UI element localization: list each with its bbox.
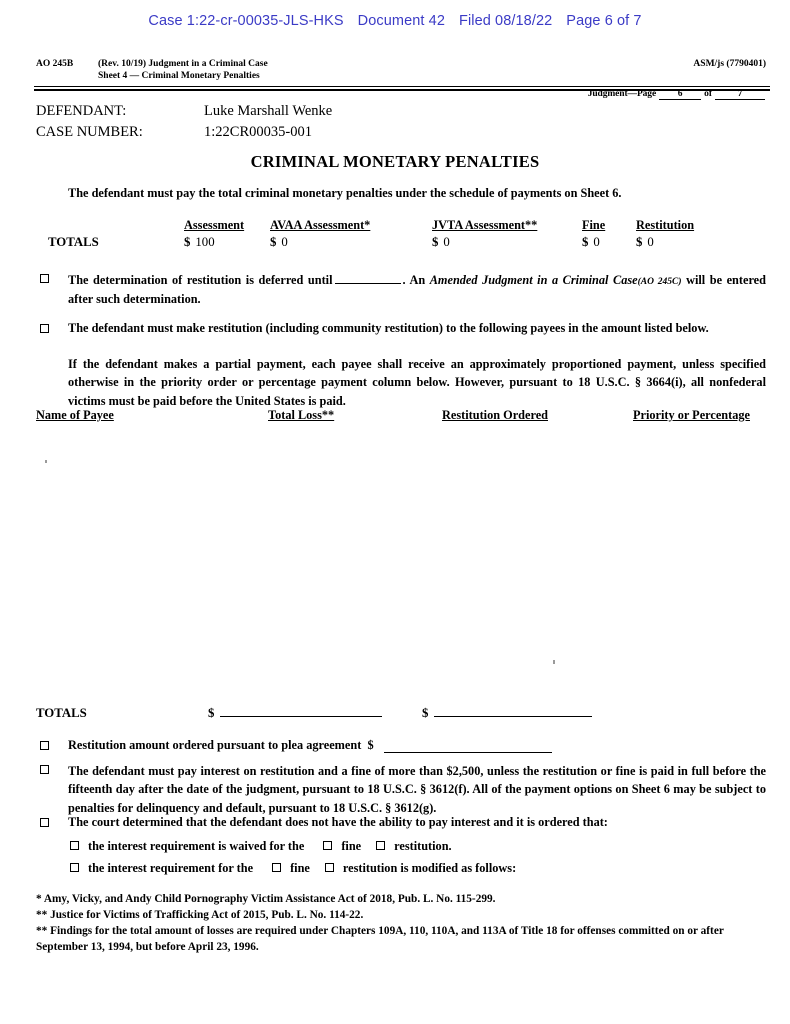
deferred-text-before: The determination of restitution is deferred until: [68, 273, 333, 287]
judgment-page-indicator: [588, 89, 768, 100]
deferred-text-after: will be entered after such determination.: [68, 273, 766, 306]
value-assessment: [184, 235, 215, 250]
payee-col-restitution-ordered: Restitution Ordered: [442, 408, 548, 422]
amount-assessment: 100: [195, 235, 215, 249]
judgment-page-label: Judgment—Page: [587, 89, 657, 99]
modified-fine-label: fine: [290, 861, 310, 875]
col-header-restitution: Restitution: [636, 218, 695, 232]
value-jvta-assessment: [432, 235, 450, 250]
checkbox-waived-restitution[interactable]: [376, 841, 385, 850]
dollar-sign-avaa: $: [270, 235, 277, 249]
payee-total-loss-blank[interactable]: [220, 716, 382, 717]
deferred-restitution-row: [40, 271, 766, 308]
scan-artifact-left: [45, 460, 47, 463]
intro-paragraph: The defendant must pay the total criminal monetary penalties under the schedule of payments on Sheet 6.: [68, 186, 622, 200]
checkbox-interest-waived[interactable]: [70, 841, 79, 850]
payee-col-priority: Priority or Percentage: [633, 408, 750, 422]
plea-agreement-amount-blank[interactable]: [384, 752, 552, 753]
payee-table-header: [36, 408, 770, 424]
deferred-text-mid: . An: [402, 273, 426, 287]
interest-waived-row: [70, 839, 457, 854]
plea-agreement-label: Restitution amount ordered pursuant to plea agreement: [68, 738, 362, 752]
modified-restitution-label: restitution is modified as follows:: [342, 861, 517, 875]
payee-totals-ordered-cell: [422, 706, 592, 721]
deferred-form-code: (AO 245C): [637, 277, 682, 287]
ecf-filing-stamp: [0, 13, 790, 29]
deferred-restitution-text: [68, 271, 766, 308]
footnote-jvta: ** Justice for Victims of Trafficking Act of 2015, Pub. L. No. 114-22.: [36, 909, 364, 922]
amount-avaa: 0: [281, 235, 288, 249]
dollar-sign-fine: $: [582, 235, 589, 249]
checkbox-restitution-payees[interactable]: [40, 324, 49, 333]
checkbox-court-determination[interactable]: [40, 818, 49, 827]
totals-row-label: TOTALS: [48, 235, 99, 249]
dollar-sign-restitution: $: [636, 235, 643, 249]
interest-payment-row: [40, 762, 766, 817]
judgment-page-of-label: of: [704, 89, 712, 99]
amount-fine: 0: [593, 235, 600, 249]
payee-totals-label: TOTALS: [36, 706, 87, 720]
col-header-assessment: Assessment: [184, 218, 245, 232]
deferred-italic-title: Amended Judgment in a Criminal Case: [429, 273, 638, 287]
restitution-payees-row: [40, 321, 766, 336]
plea-agreement-row: [40, 738, 766, 753]
plea-agreement-text: [68, 738, 766, 753]
footnotes: [36, 891, 766, 956]
interest-payment-text: The defendant must pay interest on restitution and a fine of more than $2,500, unless the restitution or fine is paid in full before the fifteenth day after the date of the judgment, pursuant to 18 U.S.C. § 3612(f). All of the payment options on Sheet 6 may be subject to penalties for delinquency and default, pursuant to 18 U.S.C. § 3612(g).: [68, 764, 766, 815]
footnote-avaa: * Amy, Vicky, and Andy Child Pornography Victim Assistance Act of 2018, Pub. L. No. 115-299.: [36, 893, 496, 905]
checkbox-interest-payment[interactable]: [40, 765, 49, 774]
value-restitution: [636, 235, 654, 250]
ecf-document-number: Document 42: [357, 13, 445, 29]
dollar-sign-total-ordered: $: [422, 706, 429, 720]
case-number-value: 1:22CR00035-001: [204, 124, 312, 140]
value-avaa-assessment: [270, 235, 288, 250]
restitution-payees-text: The defendant must make restitution (including community restitution) to the following payees in the amount listed below.: [68, 321, 709, 335]
interest-modified-label: the interest requirement for the: [88, 861, 254, 875]
footnote-total-loss: ** Findings for the total amount of losses are required under Chapters 109A, 110, 110A, and 113A of Title 18 for offenses committed on or after September 13, 1994, but before April 23, 1996.: [36, 925, 724, 954]
deferred-date-blank[interactable]: [335, 283, 401, 284]
col-header-fine: Fine: [582, 218, 606, 232]
dollar-sign-plea: $: [367, 738, 374, 752]
interest-modified-row: [70, 861, 521, 876]
partial-payment-paragraph: If the defendant makes a partial payment, each payee shall receive an approximately proportioned payment, unless specified otherwise in the priority order or percentage payment column below. However, pursuant to 18 U.S.C. § 3664(i), all nonfederal victims must be paid before the United States is paid.: [68, 357, 766, 408]
form-revision-line: (Rev. 10/19) Judgment in a Criminal Case: [98, 59, 268, 69]
ecf-filed-date: Filed 08/18/22: [458, 13, 553, 29]
form-code: AO 245B: [36, 59, 74, 69]
waived-fine-label: fine: [341, 839, 362, 853]
payee-total-ordered-blank[interactable]: [434, 716, 592, 717]
amount-jvta: 0: [443, 235, 450, 249]
form-sheet-line: Sheet 4 — Criminal Monetary Penalties: [98, 71, 260, 82]
defendant-name-value: Luke Marshall Wenke: [204, 103, 333, 119]
totals-header-row: [36, 218, 770, 235]
checkbox-deferred-restitution[interactable]: [40, 274, 49, 283]
payee-totals-row: [36, 706, 770, 726]
totals-value-row: [36, 235, 770, 254]
dollar-sign-assessment: $: [184, 235, 191, 249]
checkbox-modified-fine[interactable]: [272, 863, 281, 872]
dollar-sign-jvta: $: [432, 235, 439, 249]
amount-restitution: 0: [647, 235, 654, 249]
payee-col-total-loss: Total Loss**: [268, 408, 335, 422]
defendant-label: DEFENDANT:: [36, 103, 127, 119]
page-title: CRIMINAL MONETARY PENALTIES: [250, 152, 540, 171]
checkbox-modified-restitution[interactable]: [325, 863, 334, 872]
monetary-totals-table: [36, 218, 770, 256]
judgment-page-current: 6: [659, 89, 701, 100]
checkbox-interest-modified[interactable]: [70, 863, 79, 872]
ecf-case-number: Case 1:22-cr-00035-JLS-HKS: [148, 13, 344, 29]
form-header-middle: [98, 58, 268, 82]
court-determination-text: The court determined that the defendant does not have the ability to pay interest and it is ordered that:: [68, 815, 608, 829]
waived-restitution-label: restitution.: [394, 839, 452, 853]
col-header-jvta-assessment: JVTA Assessment**: [432, 218, 538, 232]
ecf-page-number: Page 6 of 7: [566, 13, 642, 29]
checkbox-waived-fine[interactable]: [323, 841, 332, 850]
scan-artifact-right: [553, 660, 555, 664]
interest-waived-label: the interest requirement is waived for the: [88, 839, 305, 853]
payee-col-name: Name of Payee: [36, 408, 114, 422]
case-number-label: CASE NUMBER:: [36, 124, 143, 140]
payee-totals-loss-cell: [208, 706, 382, 721]
preparer-id: ASM/js (7790401): [693, 59, 766, 69]
dollar-sign-total-loss: $: [208, 706, 215, 720]
court-determination-row: [40, 815, 766, 830]
col-header-avaa-assessment: AVAA Assessment*: [270, 218, 371, 232]
judgment-page-total: 7: [715, 89, 765, 100]
checkbox-plea-agreement[interactable]: [40, 741, 49, 750]
value-fine: [582, 235, 600, 250]
